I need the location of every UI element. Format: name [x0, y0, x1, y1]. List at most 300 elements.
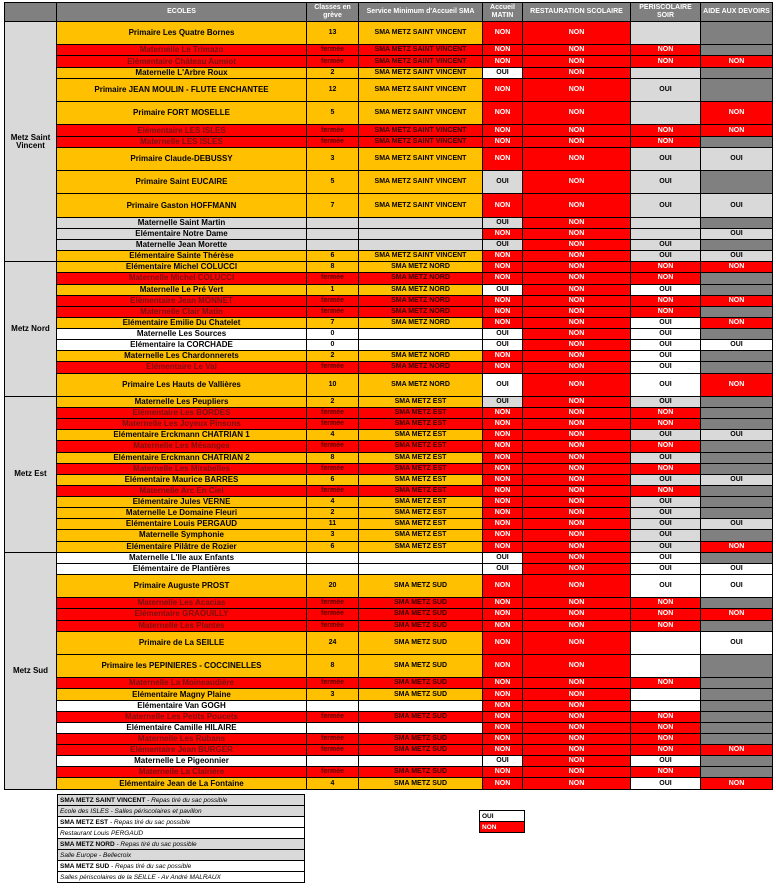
- periscolaire-cell: NON: [631, 306, 701, 317]
- grev-count: [307, 217, 359, 228]
- legend-detail: Salle Europe - Bellecroix: [60, 851, 132, 859]
- grev-count: 5: [307, 171, 359, 194]
- school-row: [5, 240, 773, 251]
- school-name: Maternelle Jean Morette: [57, 240, 307, 251]
- grev-count: fermée: [307, 56, 359, 67]
- school-row: [5, 251, 773, 262]
- sma-cell: SMA METZ SAINT VINCENT: [359, 136, 483, 147]
- periscolaire-cell: NON: [631, 485, 701, 496]
- restauration-cell: NON: [523, 745, 631, 756]
- grev-count: fermée: [307, 273, 359, 284]
- aide-devoirs-cell: [701, 700, 773, 711]
- aide-devoirs-cell: [701, 508, 773, 519]
- aide-devoirs-cell: [701, 756, 773, 767]
- aide-devoirs-cell: OUI: [701, 563, 773, 574]
- accueil-matin-cell: NON: [483, 78, 523, 101]
- grev-count: 1: [307, 284, 359, 295]
- restauration-cell: NON: [523, 609, 631, 620]
- accueil-matin-cell: NON: [483, 194, 523, 217]
- school-name: Elémentaire Louis PERGAUD: [57, 519, 307, 530]
- aide-devoirs-cell: [701, 45, 773, 56]
- aide-devoirs-cell: [701, 463, 773, 474]
- accueil-matin-cell: OUI: [483, 284, 523, 295]
- periscolaire-cell: [631, 700, 701, 711]
- restauration-cell: NON: [523, 441, 631, 452]
- school-name: Primaire de La SEILLE: [57, 631, 307, 654]
- aide-devoirs-cell: [701, 497, 773, 508]
- school-name: Maternelle L'Arbre Roux: [57, 67, 307, 78]
- sma-cell: SMA METZ SAINT VINCENT: [359, 56, 483, 67]
- aide-devoirs-cell: [701, 284, 773, 295]
- grev-count: 2: [307, 508, 359, 519]
- school-name: Elémentaire Emilie Du Chatelet: [57, 317, 307, 328]
- school-name: Elémentaire Pilâtre de Rozier: [57, 541, 307, 552]
- school-name: Primaire Saint EUCAIRE: [57, 171, 307, 194]
- periscolaire-cell: OUI: [631, 373, 701, 396]
- school-row: [5, 125, 773, 136]
- accueil-matin-cell: OUI: [483, 552, 523, 563]
- periscolaire-cell: OUI: [631, 756, 701, 767]
- aide-devoirs-cell: [701, 240, 773, 251]
- school-row: [5, 767, 773, 778]
- periscolaire-cell: OUI: [631, 452, 701, 463]
- sma-cell: SMA METZ SUD: [359, 631, 483, 654]
- school-name: Elémentaire Le Val: [57, 362, 307, 373]
- aide-devoirs-cell: [701, 598, 773, 609]
- grev-count: fermée: [307, 45, 359, 56]
- school-row: [5, 262, 773, 273]
- aide-devoirs-cell: NON: [701, 609, 773, 620]
- sma-cell: [359, 329, 483, 340]
- accueil-matin-cell: NON: [483, 485, 523, 496]
- school-row: [5, 620, 773, 631]
- periscolaire-cell: NON: [631, 408, 701, 419]
- periscolaire-cell: NON: [631, 136, 701, 147]
- school-row: [5, 217, 773, 228]
- sma-cell: SMA METZ EST: [359, 441, 483, 452]
- periscolaire-cell: NON: [631, 463, 701, 474]
- school-name: Primaire les PEPINIERES - COCCINELLES: [57, 654, 307, 677]
- restauration-cell: NON: [523, 654, 631, 677]
- school-name: Elémentaire Michel COLUCCI: [57, 262, 307, 273]
- school-name: Elémentaire Jules VERNE: [57, 497, 307, 508]
- periscolaire-cell: OUI: [631, 340, 701, 351]
- aide-devoirs-cell: [701, 329, 773, 340]
- school-name: Primaire Les Quatre Bornes: [57, 22, 307, 45]
- grev-count: 0: [307, 329, 359, 340]
- periscolaire-cell: NON: [631, 609, 701, 620]
- periscolaire-cell: NON: [631, 711, 701, 722]
- sma-cell: SMA METZ SAINT VINCENT: [359, 171, 483, 194]
- grev-count: fermée: [307, 609, 359, 620]
- grev-count: [307, 552, 359, 563]
- legend-entry: [58, 872, 305, 883]
- aide-devoirs-cell: [701, 67, 773, 78]
- sma-cell: SMA METZ EST: [359, 396, 483, 407]
- sma-cell: [359, 552, 483, 563]
- restauration-cell: NON: [523, 240, 631, 251]
- sma-cell: SMA METZ SAINT VINCENT: [359, 194, 483, 217]
- accueil-matin-cell: NON: [483, 767, 523, 778]
- accueil-matin-cell: NON: [483, 22, 523, 45]
- aide-devoirs-cell: NON: [701, 102, 773, 125]
- periscolaire-cell: NON: [631, 745, 701, 756]
- periscolaire-cell: OUI: [631, 778, 701, 790]
- zone-label: Metz Sud: [5, 552, 57, 789]
- school-row: [5, 678, 773, 689]
- accueil-matin-cell: NON: [483, 408, 523, 419]
- school-name: Maternelle Le Trimazo: [57, 45, 307, 56]
- accueil-matin-cell: NON: [483, 497, 523, 508]
- restauration-cell: NON: [523, 56, 631, 67]
- sma-cell: SMA METZ SAINT VINCENT: [359, 251, 483, 262]
- school-name: Maternelle Les Acacias: [57, 598, 307, 609]
- sma-cell: SMA METZ SUD: [359, 620, 483, 631]
- legend-table: [57, 794, 305, 883]
- restauration-cell: NON: [523, 689, 631, 700]
- school-name: Maternelle Les Chardonnerets: [57, 351, 307, 362]
- sma-cell: SMA METZ NORD: [359, 317, 483, 328]
- schools-table: [4, 2, 773, 790]
- legend-row: [58, 795, 305, 806]
- school-name: Maternelle Les Mirabelles: [57, 463, 307, 474]
- periscolaire-cell: OUI: [631, 171, 701, 194]
- school-row: [5, 228, 773, 239]
- school-row: [5, 463, 773, 474]
- sma-cell: SMA METZ EST: [359, 419, 483, 430]
- sma-cell: SMA METZ NORD: [359, 262, 483, 273]
- accueil-matin-cell: NON: [483, 273, 523, 284]
- grev-count: fermée: [307, 598, 359, 609]
- restauration-cell: NON: [523, 217, 631, 228]
- key-row: [480, 811, 525, 822]
- grev-count: 3: [307, 530, 359, 541]
- grev-count: fermée: [307, 125, 359, 136]
- school-name: Elémentaire LES ISLES: [57, 125, 307, 136]
- restauration-cell: NON: [523, 306, 631, 317]
- legend-detail: Restaurant Louis PERGAUD: [60, 829, 144, 837]
- periscolaire-cell: OUI: [631, 552, 701, 563]
- school-row: [5, 329, 773, 340]
- periscolaire-cell: OUI: [631, 240, 701, 251]
- grev-count: 12: [307, 78, 359, 101]
- periscolaire-cell: OUI: [631, 317, 701, 328]
- accueil-matin-cell: NON: [483, 147, 523, 170]
- grev-count: 6: [307, 474, 359, 485]
- sma-cell: SMA METZ SAINT VINCENT: [359, 102, 483, 125]
- aide-devoirs-cell: OUI: [701, 251, 773, 262]
- header-classes-en-greve: Classes en grève: [307, 3, 359, 22]
- school-row: [5, 508, 773, 519]
- restauration-cell: NON: [523, 485, 631, 496]
- periscolaire-cell: NON: [631, 45, 701, 56]
- aide-devoirs-cell: [701, 441, 773, 452]
- accueil-matin-cell: NON: [483, 700, 523, 711]
- grev-count: 6: [307, 251, 359, 262]
- aide-devoirs-cell: [701, 452, 773, 463]
- restauration-cell: NON: [523, 452, 631, 463]
- accueil-matin-cell: NON: [483, 228, 523, 239]
- periscolaire-cell: NON: [631, 273, 701, 284]
- sma-cell: [359, 756, 483, 767]
- restauration-cell: NON: [523, 700, 631, 711]
- header-zone: [5, 3, 57, 22]
- accueil-matin-cell: OUI: [483, 217, 523, 228]
- periscolaire-cell: OUI: [631, 396, 701, 407]
- restauration-cell: NON: [523, 102, 631, 125]
- aide-devoirs-cell: OUI: [701, 228, 773, 239]
- accueil-matin-cell: NON: [483, 711, 523, 722]
- periscolaire-cell: [631, 654, 701, 677]
- sma-cell: SMA METZ SAINT VINCENT: [359, 147, 483, 170]
- legend-row: [58, 872, 305, 883]
- aide-devoirs-cell: NON: [701, 541, 773, 552]
- restauration-cell: NON: [523, 430, 631, 441]
- aide-devoirs-cell: [701, 408, 773, 419]
- aide-devoirs-cell: NON: [701, 745, 773, 756]
- periscolaire-cell: OUI: [631, 194, 701, 217]
- grev-count: fermée: [307, 419, 359, 430]
- accueil-matin-cell: NON: [483, 689, 523, 700]
- school-row: [5, 430, 773, 441]
- school-name: Maternelle Les Petits Poucets: [57, 711, 307, 722]
- accueil-matin-cell: NON: [483, 508, 523, 519]
- restauration-cell: NON: [523, 419, 631, 430]
- restauration-cell: NON: [523, 45, 631, 56]
- aide-devoirs-cell: NON: [701, 778, 773, 790]
- school-row: [5, 408, 773, 419]
- periscolaire-cell: [631, 102, 701, 125]
- accueil-matin-cell: NON: [483, 654, 523, 677]
- school-name: Maternelle Les Peupliers: [57, 396, 307, 407]
- header-ecoles: ECOLES: [57, 3, 307, 22]
- school-row: [5, 598, 773, 609]
- accueil-matin-cell: OUI: [483, 563, 523, 574]
- accueil-matin-cell: OUI: [483, 373, 523, 396]
- grev-count: fermée: [307, 463, 359, 474]
- restauration-cell: NON: [523, 756, 631, 767]
- periscolaire-cell: NON: [631, 56, 701, 67]
- legend-detail: - Repas tiré du sac possible: [145, 796, 228, 804]
- periscolaire-cell: NON: [631, 733, 701, 744]
- restauration-cell: NON: [523, 329, 631, 340]
- sma-cell: SMA METZ SUD: [359, 609, 483, 620]
- accueil-matin-cell: NON: [483, 620, 523, 631]
- sma-cell: SMA METZ SUD: [359, 598, 483, 609]
- school-row: [5, 689, 773, 700]
- restauration-cell: NON: [523, 284, 631, 295]
- restauration-cell: NON: [523, 767, 631, 778]
- restauration-cell: NON: [523, 463, 631, 474]
- school-row: [5, 530, 773, 541]
- periscolaire-cell: OUI: [631, 574, 701, 597]
- accueil-matin-cell: NON: [483, 317, 523, 328]
- header-sma: Service Minimum d'Accueil SMA: [359, 3, 483, 22]
- restauration-cell: NON: [523, 631, 631, 654]
- sma-cell: SMA METZ SAINT VINCENT: [359, 22, 483, 45]
- legend-entry: [58, 806, 305, 817]
- accueil-matin-cell: NON: [483, 678, 523, 689]
- school-name: Maternelle Les Plantes: [57, 620, 307, 631]
- school-name: Elémentaire de Plantières: [57, 563, 307, 574]
- sma-cell: SMA METZ EST: [359, 541, 483, 552]
- aide-devoirs-cell: [701, 620, 773, 631]
- grev-count: 4: [307, 778, 359, 790]
- aide-devoirs-cell: [701, 654, 773, 677]
- sma-cell: SMA METZ SAINT VINCENT: [359, 125, 483, 136]
- restauration-cell: NON: [523, 351, 631, 362]
- restauration-cell: NON: [523, 530, 631, 541]
- restauration-cell: NON: [523, 519, 631, 530]
- periscolaire-cell: NON: [631, 678, 701, 689]
- restauration-cell: NON: [523, 778, 631, 790]
- periscolaire-cell: NON: [631, 125, 701, 136]
- grev-count: fermée: [307, 733, 359, 744]
- sma-cell: SMA METZ NORD: [359, 373, 483, 396]
- accueil-matin-cell: NON: [483, 631, 523, 654]
- periscolaire-cell: OUI: [631, 508, 701, 519]
- grev-count: 4: [307, 497, 359, 508]
- sma-cell: SMA METZ NORD: [359, 351, 483, 362]
- key-oui: OUI: [480, 811, 525, 822]
- aide-devoirs-cell: NON: [701, 295, 773, 306]
- school-name: Primaire Claude-DEBUSSY: [57, 147, 307, 170]
- sma-cell: SMA METZ SUD: [359, 689, 483, 700]
- school-name: Maternelle Saint Martin: [57, 217, 307, 228]
- color-key: [479, 810, 525, 833]
- grev-count: [307, 722, 359, 733]
- restauration-cell: NON: [523, 722, 631, 733]
- legend-entry: [58, 839, 305, 850]
- grev-count: fermée: [307, 485, 359, 496]
- school-row: [5, 306, 773, 317]
- school-name: Elémentaire Maurice BARRES: [57, 474, 307, 485]
- school-name: Maternelle Les Rubans: [57, 733, 307, 744]
- grev-count: 2: [307, 396, 359, 407]
- restauration-cell: NON: [523, 340, 631, 351]
- periscolaire-cell: NON: [631, 262, 701, 273]
- restauration-cell: NON: [523, 228, 631, 239]
- grev-count: fermée: [307, 711, 359, 722]
- aide-devoirs-cell: [701, 530, 773, 541]
- grev-count: 7: [307, 317, 359, 328]
- school-row: [5, 136, 773, 147]
- school-row: [5, 745, 773, 756]
- periscolaire-cell: [631, 228, 701, 239]
- school-name: Primaire Les Hauts de Vallières: [57, 373, 307, 396]
- periscolaire-cell: NON: [631, 722, 701, 733]
- aide-devoirs-cell: [701, 351, 773, 362]
- sma-cell: SMA METZ SUD: [359, 574, 483, 597]
- school-row: [5, 541, 773, 552]
- school-row: [5, 194, 773, 217]
- restauration-cell: NON: [523, 147, 631, 170]
- school-row: [5, 171, 773, 194]
- restauration-cell: NON: [523, 22, 631, 45]
- grev-count: 3: [307, 147, 359, 170]
- school-row: [5, 45, 773, 56]
- school-row: [5, 147, 773, 170]
- school-row: [5, 485, 773, 496]
- aide-devoirs-cell: OUI: [701, 574, 773, 597]
- grev-count: 20: [307, 574, 359, 597]
- sma-cell: SMA METZ SAINT VINCENT: [359, 45, 483, 56]
- periscolaire-cell: OUI: [631, 251, 701, 262]
- restauration-cell: NON: [523, 563, 631, 574]
- sma-cell: SMA METZ SUD: [359, 767, 483, 778]
- restauration-cell: NON: [523, 733, 631, 744]
- accueil-matin-cell: OUI: [483, 396, 523, 407]
- grev-count: 3: [307, 689, 359, 700]
- legend-row: [58, 817, 305, 828]
- legend-detail: - Repas tiré du sac possible: [114, 840, 197, 848]
- sma-cell: [359, 228, 483, 239]
- accueil-matin-cell: NON: [483, 125, 523, 136]
- school-row: [5, 452, 773, 463]
- school-row: [5, 362, 773, 373]
- accueil-matin-cell: NON: [483, 262, 523, 273]
- restauration-cell: NON: [523, 273, 631, 284]
- grev-count: fermée: [307, 767, 359, 778]
- school-name: Primaire JEAN MOULIN - FLUTE ENCHANTEE: [57, 78, 307, 101]
- header-restauration: RESTAURATION SCOLAIRE: [523, 3, 631, 22]
- school-name: Maternelle Symphonie: [57, 530, 307, 541]
- grev-count: fermée: [307, 745, 359, 756]
- aide-devoirs-cell: OUI: [701, 430, 773, 441]
- grev-count: 0: [307, 340, 359, 351]
- school-row: [5, 711, 773, 722]
- school-name: Elémentaire GRAOUILLY: [57, 609, 307, 620]
- aide-devoirs-cell: NON: [701, 125, 773, 136]
- sma-cell: SMA METZ SAINT VINCENT: [359, 78, 483, 101]
- sma-cell: SMA METZ NORD: [359, 362, 483, 373]
- periscolaire-cell: NON: [631, 767, 701, 778]
- key-row: [480, 822, 525, 833]
- aide-devoirs-cell: OUI: [701, 340, 773, 351]
- grev-count: 8: [307, 262, 359, 273]
- legend-detail: - Repas tiré du sac possible: [109, 862, 192, 870]
- school-row: [5, 373, 773, 396]
- school-name: Maternelle Le Pigeonnier: [57, 756, 307, 767]
- aide-devoirs-cell: [701, 217, 773, 228]
- sma-cell: SMA METZ EST: [359, 497, 483, 508]
- aide-devoirs-cell: [701, 362, 773, 373]
- school-name: Maternelle La Clairière: [57, 767, 307, 778]
- restauration-cell: NON: [523, 362, 631, 373]
- periscolaire-cell: OUI: [631, 541, 701, 552]
- periscolaire-cell: OUI: [631, 351, 701, 362]
- grev-count: [307, 240, 359, 251]
- grev-count: [307, 563, 359, 574]
- legend-entry: [58, 828, 305, 839]
- sma-cell: SMA METZ NORD: [359, 306, 483, 317]
- accueil-matin-cell: NON: [483, 102, 523, 125]
- accueil-matin-cell: NON: [483, 541, 523, 552]
- sma-cell: SMA METZ SAINT VINCENT: [359, 67, 483, 78]
- aide-devoirs-cell: OUI: [701, 519, 773, 530]
- accueil-matin-cell: NON: [483, 733, 523, 744]
- school-name: Maternelle Arc En Ciel: [57, 485, 307, 496]
- periscolaire-cell: OUI: [631, 362, 701, 373]
- school-name: Elémentaire Magny Plaine: [57, 689, 307, 700]
- periscolaire-cell: OUI: [631, 563, 701, 574]
- grev-count: 10: [307, 373, 359, 396]
- aide-devoirs-cell: NON: [701, 317, 773, 328]
- periscolaire-cell: OUI: [631, 329, 701, 340]
- zone-label: Metz Nord: [5, 262, 57, 397]
- school-name: Maternelle Le Domaine Fleuri: [57, 508, 307, 519]
- restauration-cell: NON: [523, 262, 631, 273]
